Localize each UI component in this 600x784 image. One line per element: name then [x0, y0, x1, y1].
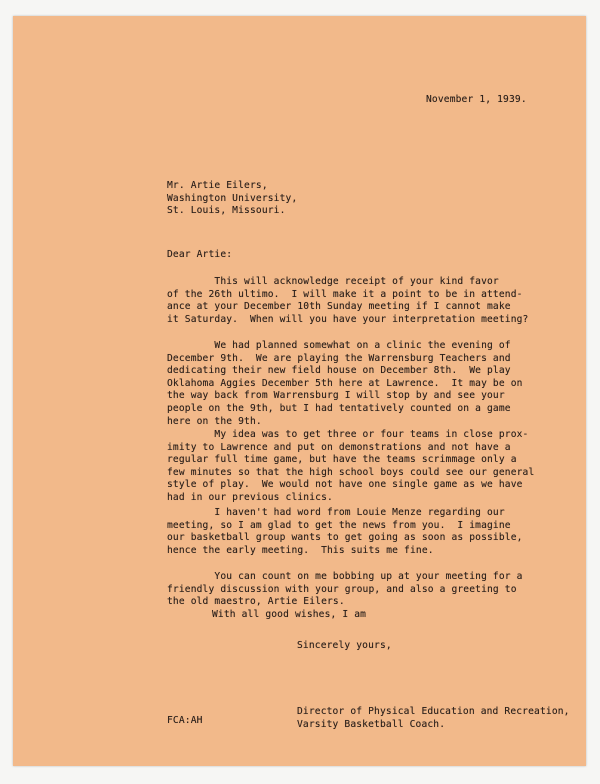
- letter-date: November 1, 1939.: [426, 94, 527, 105]
- text-line: You can count on me bobbing up at your meeting for a: [167, 571, 523, 582]
- salutation: Dear Artie:: [167, 249, 233, 260]
- paragraph-4: [167, 507, 523, 557]
- text-line: hence the early meeting. This suits me fine.: [167, 544, 434, 556]
- text-line: dedicating their new field house on December 8th. We play: [167, 365, 511, 377]
- text-line: imity to Lawrence and put on demonstrations and not have a: [167, 441, 511, 453]
- text-line: I haven't had word from Louie Menze regarding our: [167, 507, 505, 518]
- typist-initials: FCA:AH: [167, 715, 203, 726]
- closing-line: With all good wishes, I am: [212, 609, 367, 620]
- text-line: regular full time game, but have the teams scrimmage only a: [167, 454, 517, 466]
- recipient-institution: Washington University,: [167, 192, 298, 204]
- recipient-city: St. Louis, Missouri.: [167, 205, 286, 217]
- text-line: This will acknowledge receipt of your kind favor: [167, 276, 499, 287]
- paragraph-3: [167, 429, 534, 505]
- text-line: few minutes so that the high school boys could see our general: [167, 466, 535, 478]
- paragraph-5: [167, 571, 523, 609]
- text-line: people on the 9th, but I had tentatively counted on a game: [167, 402, 511, 414]
- text-line: Oklahoma Aggies December 5th here at Lawrence. It may be on: [167, 377, 523, 389]
- valediction: Sincerely yours,: [297, 640, 392, 651]
- text-line: the way back from Warrensburg I will stop by and see your: [167, 390, 505, 402]
- recipient-name: Mr. Artie Eilers,: [167, 180, 268, 191]
- text-line: style of play. We would not have one single game as we have: [167, 479, 523, 491]
- paragraph-1: [167, 276, 528, 326]
- text-line: We had planned somewhat on a clinic the evening of: [167, 340, 511, 351]
- text-line: our basketball group wants to get going as soon as possible,: [167, 532, 523, 544]
- text-line: friendly discussion with your group, and also a greeting to: [167, 583, 517, 595]
- text-line: ance at your December 10th Sunday meeting if I cannot make: [167, 301, 511, 313]
- text-line: here on the 9th.: [167, 415, 262, 427]
- text-line: the old maestro, Artie Eilers.: [167, 596, 345, 608]
- text-line: meeting, so I am glad to get the news from you. I imagine: [167, 519, 511, 531]
- recipient-address: [167, 180, 297, 218]
- text-line: of the 26th ultimo. I will make it a point to be in attend-: [167, 288, 523, 300]
- signature-subtitle: Varsity Basketball Coach.: [297, 718, 446, 730]
- letter-page: [13, 16, 586, 766]
- paragraph-2: [167, 340, 523, 428]
- text-line: had in our previous clinics.: [167, 491, 333, 503]
- text-line: it Saturday. When will you have your interpretation meeting?: [167, 313, 529, 325]
- text-line: My idea was to get three or four teams in close prox-: [167, 429, 529, 440]
- text-line: December 9th. We are playing the Warrensburg Teachers and: [167, 352, 511, 364]
- signature-block: [297, 706, 570, 731]
- signature-title: Director of Physical Education and Recreation,: [297, 706, 570, 717]
